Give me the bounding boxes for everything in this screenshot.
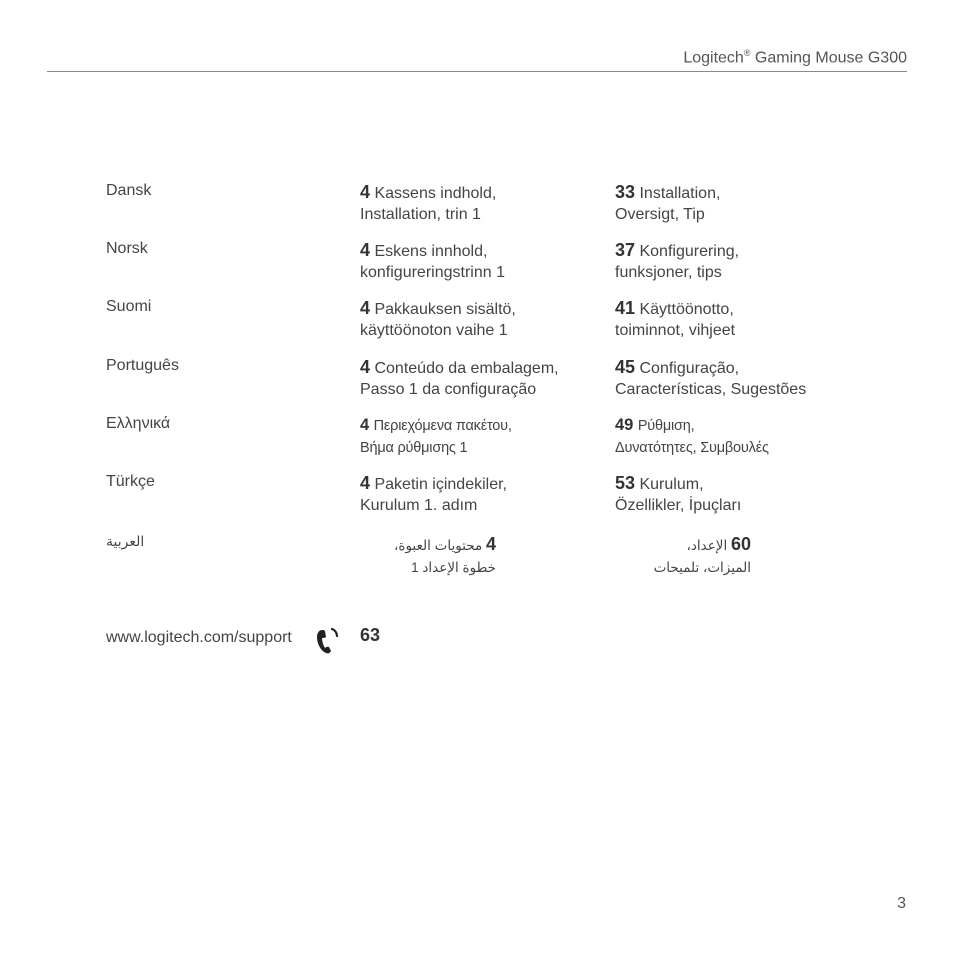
toc-entry-getting-started[interactable] (360, 473, 600, 516)
page-ref: 41 (615, 298, 636, 318)
language-label: Norsk (106, 240, 148, 257)
toc-entry-setup[interactable] (615, 240, 875, 283)
page-ref: 4 (360, 182, 371, 202)
toc-entry-setup[interactable] (615, 415, 875, 459)
entry-line-2: käyttöönoton vaihe 1 (360, 322, 508, 339)
language-label: Ελληνικά (106, 415, 171, 432)
document-header-title (683, 48, 907, 67)
page-ref: 4 (360, 298, 371, 318)
language-label: Suomi (106, 298, 152, 315)
phone-icon (313, 626, 341, 656)
entry-line-1: محتويات العبوة، (394, 538, 483, 553)
entry-line-1: الإعداد، (686, 538, 728, 553)
entry-line-1: Kassens indhold, (374, 185, 497, 202)
entry-line-2: Βήμα ρύθμισης 1 (360, 440, 468, 456)
support-link[interactable]: www.logitech.com/support (106, 629, 292, 646)
entry-line-1: Περιεχόμενα πακέτου, (373, 418, 512, 434)
entry-line-2: konfigureringstrinn 1 (360, 264, 505, 281)
entry-line-1: Configuração, (639, 360, 740, 377)
page-ref: 4 (360, 240, 371, 260)
entry-line-1: Installation, (639, 185, 721, 202)
page-ref: 4 (360, 416, 370, 434)
toc-entry-setup[interactable] (615, 298, 875, 341)
entry-line-1: Eskens innhold, (374, 243, 488, 260)
page-ref: 4 (360, 357, 371, 377)
language-label: Dansk (106, 182, 152, 199)
entry-line-1: Ρύθμιση, (637, 418, 695, 434)
page-ref: 49 (615, 416, 634, 434)
entry-line-2: Oversigt, Tip (615, 206, 705, 223)
entry-line-2: toiminnot, vihjeet (615, 322, 736, 339)
page-ref: 45 (615, 357, 636, 377)
toc-entry-getting-started[interactable] (360, 182, 600, 225)
toc-entry-setup[interactable] (615, 182, 875, 225)
entry-line-1: Pakkauksen sisältö, (374, 301, 516, 318)
entry-line-2: الميزات، تلميحات (653, 560, 751, 575)
page-ref: 60 (730, 534, 751, 554)
toc-entry-getting-started[interactable] (360, 415, 600, 459)
entry-line-2: Kurulum 1. adım (360, 497, 478, 514)
toc-row-dansk (0, 182, 954, 232)
toc-entry-setup[interactable] (615, 357, 875, 400)
page-ref: 37 (615, 240, 636, 260)
entry-line-1: Conteúdo da embalagem, (374, 360, 559, 377)
toc-entry-setup[interactable] (615, 473, 875, 516)
support-page-ref: 63 (360, 625, 381, 645)
header-divider (47, 71, 907, 72)
language-label: Türkçe (106, 473, 155, 490)
entry-line-1: Kurulum, (639, 476, 704, 493)
toc-entry-getting-started[interactable] (394, 533, 496, 579)
page-ref: 53 (615, 473, 636, 493)
header-brand: Logitech (683, 49, 744, 67)
language-label: العربية (106, 533, 145, 549)
toc-row-arabic (0, 533, 954, 583)
page-number: 3 (897, 895, 906, 912)
entry-line-2: Δυνατότητες, Συμβουλές (615, 440, 769, 456)
entry-line-2: Passo 1 da configuração (360, 381, 537, 398)
entry-line-2: Características, Sugestões (615, 381, 807, 398)
entry-line-2: funksjoner, tips (615, 264, 722, 281)
entry-line-2: Installation, trin 1 (360, 206, 481, 223)
entry-line-2: Özellikler, İpuçları (615, 497, 742, 514)
toc-entry-getting-started[interactable] (360, 357, 600, 400)
page-ref: 4 (485, 534, 496, 554)
toc-entry-getting-started[interactable] (360, 240, 600, 283)
toc-row-suomi (0, 298, 954, 348)
entry-line-1: Konfigurering, (639, 243, 740, 260)
language-label: Português (106, 357, 179, 374)
toc-entry-setup[interactable] (654, 533, 751, 579)
page-ref: 4 (360, 473, 371, 493)
toc-row-greek (0, 415, 954, 465)
page-ref: 33 (615, 182, 636, 202)
entry-line-1: Paketin içindekiler, (374, 476, 507, 493)
toc-row-norsk (0, 240, 954, 290)
toc-entry-getting-started[interactable] (360, 298, 600, 341)
entry-line-1: Käyttöönotto, (639, 301, 734, 318)
registered-mark: ® (743, 48, 751, 58)
header-product: Gaming Mouse G300 (750, 49, 907, 67)
toc-row-portugues (0, 357, 954, 407)
toc-row-turkce (0, 473, 954, 523)
entry-line-2: خطوة الإعداد 1 (411, 560, 496, 575)
